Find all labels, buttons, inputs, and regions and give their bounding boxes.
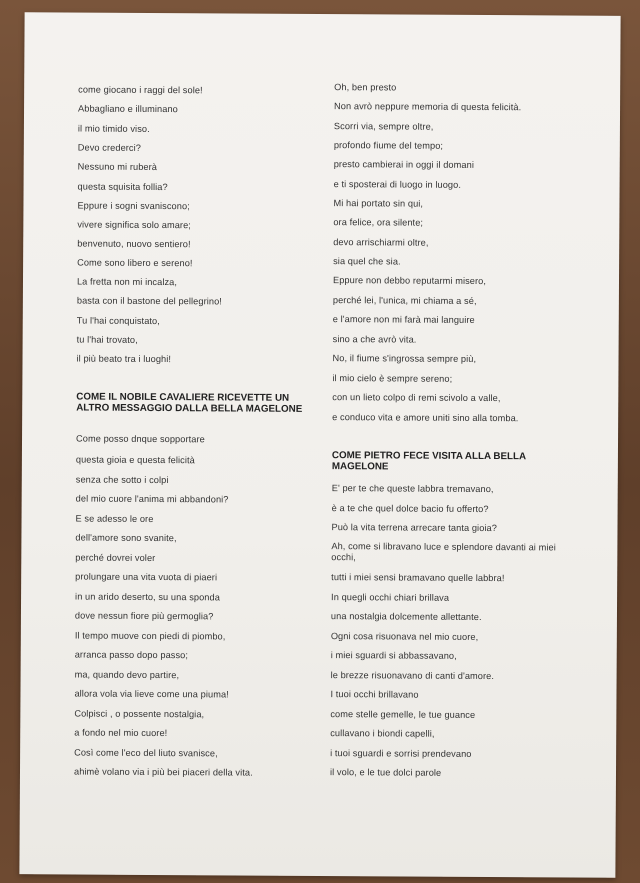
poem-line: E se adesso le ore: [75, 513, 154, 524]
poem-line: benvenuto, nuovo sentiero!: [77, 238, 191, 250]
poem-line: il più beato tra i luoghi!: [76, 353, 172, 365]
poem-line: con un lieto colpo di remi scivolo a valle,: [332, 392, 501, 404]
poem-line: ahimè volano via i più bei piaceri della vita.: [73, 766, 253, 778]
poem-line: In quegli occhi chiari brillava: [331, 592, 450, 603]
poem-line: I tuoi occhi brillavano: [330, 689, 419, 700]
poem-line: devo arrischiarmi oltre,: [333, 237, 429, 248]
poem-line: Tu l'hai conquistato,: [76, 315, 160, 327]
poem-line: No, il fiume s'ingrossa sempre più,: [332, 353, 477, 364]
poem-line: arranca passo dopo passo;: [74, 649, 189, 661]
poem-line: tu l'hai trovato,: [76, 334, 138, 345]
poem-line: Non avrò neppure memoria di questa felicità.: [334, 101, 522, 113]
poem-line: La fretta non mi incalza,: [76, 276, 178, 288]
poem-line: Scorri via, sempre oltre,: [333, 121, 434, 132]
poem-line: una nostalgia dolcemente allettante.: [330, 611, 482, 622]
poem-line: tutti i miei sensi bramavano quelle labbra!: [331, 572, 505, 584]
section-heading: COME IL NOBILE CAVALIERE RICEVETTE UN ALTRO MESSAGGIO DALLA BELLA MAGELONE: [76, 391, 303, 415]
poem-line: Mi hai portato sin qui,: [333, 198, 424, 209]
poem-line: profondo fiume del tempo;: [333, 140, 444, 151]
poem-line: e conduco vita e amore uniti sino alla tomba.: [332, 412, 519, 424]
poem-line: in un arido deserto, su una sponda: [75, 591, 220, 603]
poem-line: perché lei, l'unica, mi chiama a sé,: [332, 295, 477, 306]
poem-line: i tuoi sguardi e sorrisi prendevano: [330, 748, 472, 759]
poem-line: prolungare una vita vuota di piaeri: [75, 571, 218, 583]
poem-line: Come sono libero e sereno!: [77, 257, 193, 269]
poem-line: vivere significa solo amare;: [77, 219, 191, 231]
poem-line: dell'amore sono svanite,: [75, 532, 177, 544]
poem-line: Nessuno mi ruberà: [77, 161, 158, 172]
poem-line: sia quel che sia.: [333, 256, 401, 267]
poem-line: del mio cuore l'anima mi abbandoni?: [75, 493, 229, 505]
printed-page: [19, 12, 620, 878]
poem-line: allora vola via lieve come una piuma!: [74, 688, 229, 700]
poem-line: questa gioia e questa felicità: [75, 454, 195, 466]
poem-line: dove nessun fiore più germoglia?: [74, 610, 214, 622]
poem-line: Ah, come si libravano luce e splendore davanti ai miei occhi,: [331, 541, 556, 563]
poem-line: Colpisci , o possente nostalgia,: [74, 708, 205, 720]
poem-line: Eppure non debbo reputarmi misero,: [332, 275, 487, 287]
poem-line: il volo, e le tue dolci parole: [329, 767, 442, 778]
section-heading: COME PIETRO FECE VISITA ALLA BELLA MAGELONE: [331, 450, 526, 472]
poem-line: questa squisita follia?: [77, 181, 168, 193]
poem-line: i miei sguardi si abbassavano,: [330, 650, 457, 661]
poem-line: a fondo nel mio cuore!: [74, 727, 168, 739]
poem-line: il mio cielo è sempre sereno;: [332, 373, 453, 384]
poem-line: Il tempo muove con piedi di piombo,: [74, 630, 226, 642]
poem-line: basta con il bastone del pellegrino!: [76, 295, 222, 307]
poem-line: senza che sotto i colpi: [75, 474, 169, 486]
poem-line: come giocano i raggi del sole!: [78, 84, 203, 96]
poem-line: Eppure i sogni svaniscono;: [77, 200, 190, 212]
poem-line: è a te che quel dolce bacio fu offerto?: [331, 503, 489, 515]
poem-line: E' per te che queste labbra tremavano,: [331, 483, 494, 495]
poem-line: sino a che avrò vita.: [332, 334, 417, 345]
poem-line: le brezze risuonavano di canti d'amore.: [330, 670, 495, 682]
poem-line: perché dovrei voler: [75, 552, 156, 563]
poem-line: e l'amore non mi farà mai languire: [332, 314, 475, 325]
poem-line: Ogni cosa risuonava nel mio cuore,: [330, 631, 479, 642]
poem-line: e ti sposterai di luogo in luogo.: [333, 179, 462, 190]
poem-line: cullavano i biondi capelli,: [330, 728, 435, 739]
poem-line: Come posso dnque sopportare: [76, 433, 205, 445]
poem-line: Abbagliano e illuminano: [78, 103, 178, 115]
poem-line: ma, quando devo partire,: [74, 669, 180, 681]
poem-line: Così come l'eco del liuto svanisce,: [74, 747, 218, 759]
poem-line: Può la vita terrena arrecare tanta gioia?: [331, 522, 498, 534]
poem-line: Devo crederci?: [77, 142, 142, 153]
poem-line: il mio timido viso.: [77, 123, 150, 134]
poem-line: ora felice, ora silente;: [333, 217, 424, 228]
poem-line: presto cambierai in oggi il domani: [333, 159, 475, 170]
poem-line: come stelle gemelle, le tue guance: [330, 709, 476, 720]
poem-line: Oh, ben presto: [334, 82, 397, 93]
